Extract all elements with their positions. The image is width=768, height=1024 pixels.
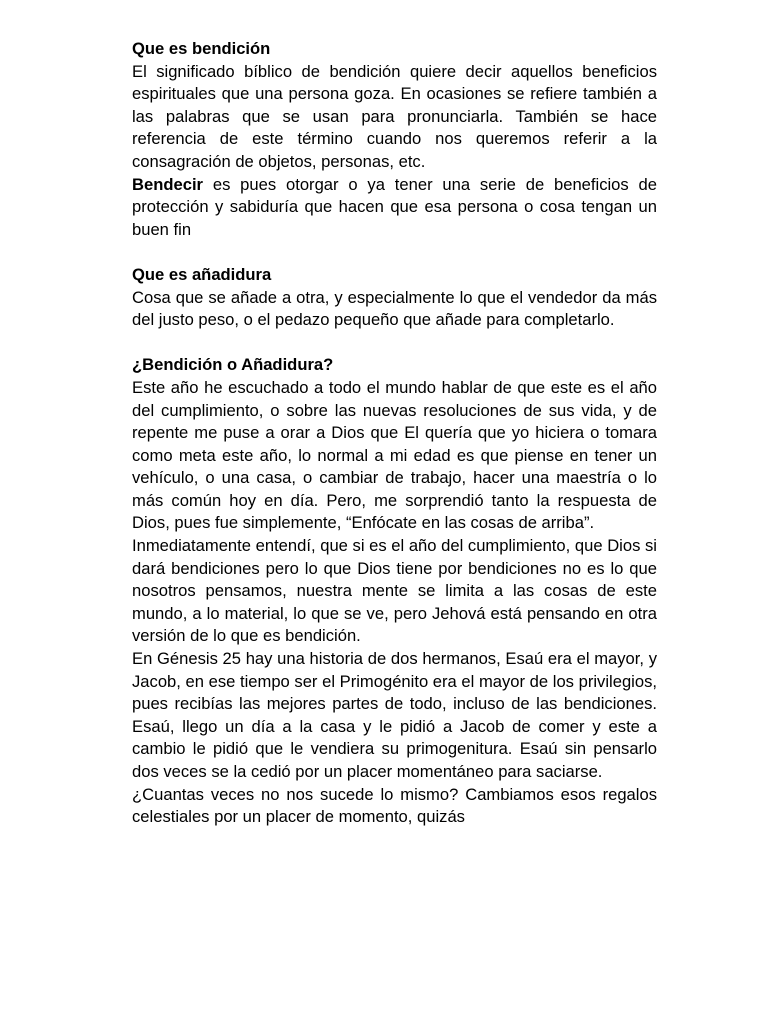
section-heading-anadidura: Que es añadidura [132, 264, 272, 284]
section-heading-bendicion-o-anadidura: ¿Bendición o Añadidura? [132, 355, 334, 375]
paragraph-cuantas-veces: ¿Cuantas veces no nos sucede lo mismo? Cambiamos esos regalos celestiales por un placer de momento, quizás [132, 784, 657, 827]
paragraph-bendecir-text: es pues otorgar o ya tener una serie de beneficios de protección y sabiduría que hacen que esa persona o cosa tengan un buen fin [132, 174, 657, 239]
paragraph-inmediatamente: Inmediatamente entendí, que si es el año del cumplimiento, que Dios si dará bendiciones pero lo que Dios tiene por bendiciones no es lo que nosotros pensamos, nuestra mente se limita a las cosas de este mundo, a lo material, lo que se ve, pero Jehová está pensando en otra versión de lo que es bendición. [132, 536, 657, 646]
section-heading-bendicion: Que es bendición [132, 39, 271, 58]
paragraph-bendicion-definition: El significado bíblico de bendición quiere decir aquellos beneficios espirituales que una persona goza. En ocasiones se refiere también a las palabras que se usan para pronunciarla. También se hace referencia de este término cuando nos queremos referir a la consagración de objetos, personas, etc. [132, 61, 657, 171]
paragraph-genesis-25: En Génesis 25 hay una historia de dos hermanos, Esaú era el mayor, y Jacob, en ese tiempo ser el Primogénito era el mayor de los privilegios, pues recibías las mejores partes de todo, incluso de las bendiciones. Esaú, llego un día a la casa y le pidió a Jacob de comer y este a cambio le pidió que le vendiera su primogenitura. Esaú sin pensarlo dos veces se la cedió por un placer momentáneo para saciarse. [132, 649, 657, 781]
bold-term-bendecir: Bendecir [132, 174, 204, 194]
document-body [132, 38, 657, 829]
paragraph-anadidura-definition: Cosa que se añade a otra, y especialmente lo que el vendedor da más del justo peso, o el pedazo pequeño que añade para completarlo. [132, 287, 657, 330]
paragraph-bendecir [132, 174, 657, 242]
paragraph-este-ano: Este año he escuchado a todo el mundo hablar de que este es el año del cumplimiento, o sobre las nuevas resoluciones de sus vida, y de repente me puse a orar a Dios que El quería que yo hiciera o tomara como meta este año, lo normal a mi edad es que piense en tener un vehículo, o una casa, o cambiar de trabajo, hacer una maestría o lo más común hoy en día. Pero, me sorprendió tanto la respuesta de Dios, pues fue simplemente, “Enfócate en las cosas de arriba”. [132, 377, 657, 533]
paragraph-spacer [132, 241, 657, 264]
paragraph-spacer [132, 332, 657, 355]
